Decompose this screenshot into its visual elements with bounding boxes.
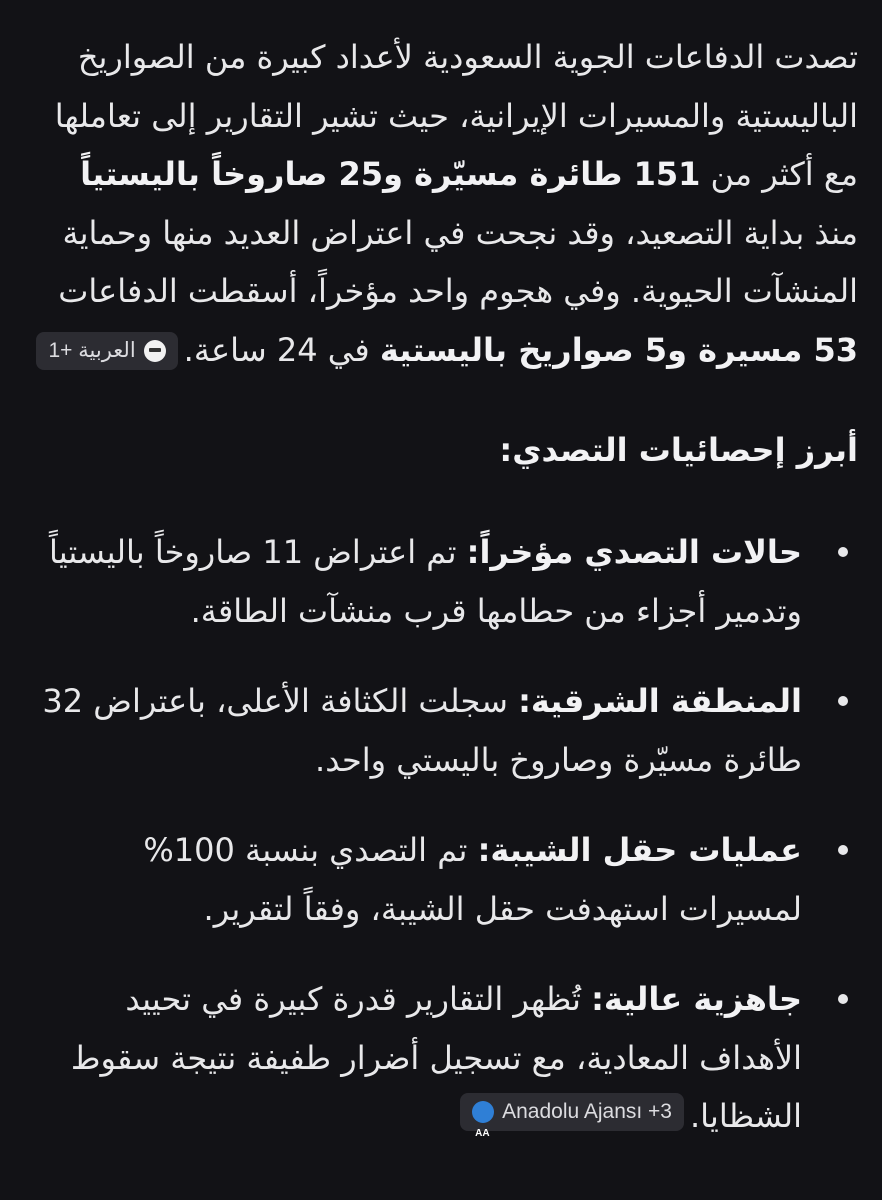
intro-text-a: تصدت الدفاعات الجوية السعودية لأعداد كبيرة من الصواريخ الباليستية والمسيرات الإيرانية، حيث تشير التقارير إلى تعاملها مع أكثر من bbox=[54, 38, 858, 193]
intro-bold-a: 151 طائرة مسيّرة و25 صاروخاً باليستياً bbox=[80, 155, 701, 193]
anadolu-logo-icon bbox=[472, 1101, 494, 1123]
list-item-label: جاهزية عالية: bbox=[591, 980, 802, 1018]
intro-text-c: في 24 ساعة. bbox=[183, 330, 380, 369]
list-item-label: عمليات حقل الشيبة: bbox=[477, 831, 802, 869]
intro-bold-b: 53 مسيرة و5 صواريخ باليستية bbox=[379, 330, 858, 369]
list-item-text: تم التصدي بنسبة 100% لمسيرات استهدفت حقل الشيبة، وفقاً لتقرير. bbox=[143, 831, 802, 928]
bullet-icon bbox=[838, 994, 848, 1004]
list-item bbox=[28, 523, 858, 640]
bullet-icon bbox=[838, 845, 848, 855]
stats-heading: أبرز إحصائيات التصدي: bbox=[499, 431, 858, 469]
list-item-label: حالات التصدي مؤخراً: bbox=[466, 533, 802, 571]
alarabiya-logo-icon bbox=[144, 340, 166, 362]
list-item-text: سجلت الكثافة الأعلى، باعتراض 32 طائرة مسيّرة وصاروخ باليستي واحد. bbox=[42, 682, 802, 779]
list-item-text: تم اعتراض 11 صاروخاً باليستياً وتدمير أجزاء من حطامها قرب منشآت الطاقة. bbox=[48, 533, 802, 630]
list-item bbox=[28, 970, 858, 1146]
list-item bbox=[28, 821, 858, 938]
source-chip-alarabiya[interactable] bbox=[36, 332, 177, 370]
list-item-label: المنطقة الشرقية: bbox=[518, 682, 802, 720]
bullet-icon bbox=[838, 696, 848, 706]
intro-text-b: منذ بداية التصعيد، وقد نجحت في اعتراض العديد منها وحماية المنشآت الحيوية. وفي هجوم واحد مؤخراً، أسقطت الدفاعات bbox=[58, 213, 858, 310]
list-item bbox=[28, 672, 858, 789]
list-item-text: تُظهر التقارير قدرة كبيرة في تحييد الأهداف المعادية، مع تسجيل أضرار طفيفة نتيجة سقوط الشظايا. bbox=[70, 980, 802, 1135]
stats-list bbox=[28, 523, 858, 1146]
source-chip-anadolu[interactable] bbox=[460, 1093, 684, 1131]
intro-paragraph bbox=[28, 28, 858, 379]
bullet-icon bbox=[838, 547, 848, 557]
source-chip-label: Anadolu Ajansı +3 bbox=[502, 1099, 672, 1123]
source-chip-label: العربية +1 bbox=[48, 338, 136, 362]
